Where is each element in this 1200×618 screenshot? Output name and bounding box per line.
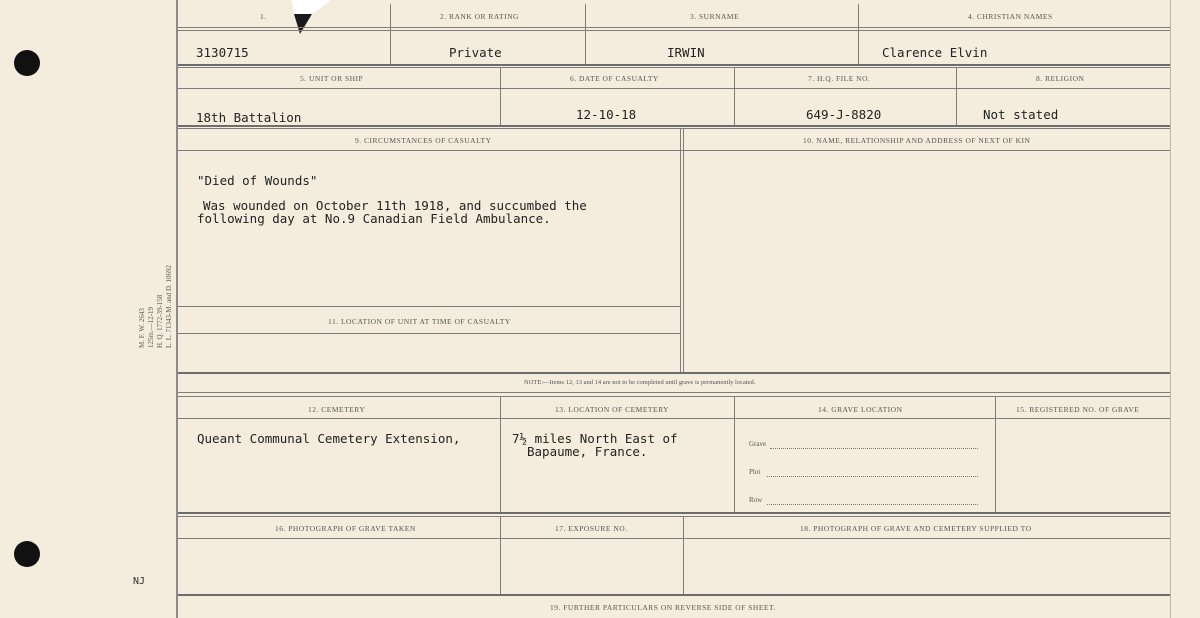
circumstances-line-1: Was wounded on October 11th 1918, and succumbed the <box>203 198 587 213</box>
header-hq-file: 7. H.Q. FILE NO. <box>808 74 871 83</box>
grave-label: Grave <box>749 440 767 448</box>
torn-corner-icon <box>290 0 330 40</box>
value-location-cemetery-2: Bapaume, France. <box>527 444 648 459</box>
value-cemetery: Queant Communal Cemetery Extension, <box>197 431 461 446</box>
header-unit: 5. UNIT OR SHIP <box>300 74 364 83</box>
value-hq-file: 649-J-8820 <box>806 107 882 122</box>
header-registered-no: 15. REGISTERED NO. OF GRAVE <box>1016 405 1140 414</box>
value-location-cemetery-1: 7½ miles North East of <box>512 431 678 446</box>
header-further: 19. FURTHER PARTICULARS ON REVERSE SIDE OF SHEET. <box>550 603 776 612</box>
header-christian-names: 4. CHRISTIAN NAMES <box>968 12 1053 21</box>
row-label: Row <box>749 496 763 504</box>
punch-hole-top <box>14 50 40 76</box>
header-location-cemetery: 13. LOCATION OF CEMETERY <box>555 405 670 414</box>
value-religion: Not stated <box>983 107 1059 122</box>
header-religion: 8. RELIGION <box>1036 74 1085 83</box>
circumstances-title: "Died of Wounds" <box>197 173 318 188</box>
header-grave-location: 14. GRAVE LOCATION <box>818 405 903 414</box>
punch-hole-bottom <box>14 541 40 567</box>
header-date-casualty: 6. DATE OF CASUALTY <box>570 74 659 83</box>
note-text: NOTE:—Items 12, 13 and 14 are not to be completed until grave is permanently located. <box>524 379 756 386</box>
header-surname: 3. SURNAME <box>690 12 740 21</box>
margin-initials: NJ <box>133 576 146 587</box>
value-surname: IRWIN <box>667 45 705 60</box>
header-rank: 2. RANK OR RATING <box>440 12 519 21</box>
value-christian-names: Clarence Elvin <box>882 45 988 60</box>
header-photo-taken: 16. PHOTOGRAPH OF GRAVE TAKEN <box>275 524 416 533</box>
header-cemetery: 12. CEMETERY <box>308 405 366 414</box>
header-next-of-kin: 10. NAME, RELATIONSHIP AND ADDRESS OF NEXT OF KIN <box>803 136 1031 145</box>
value-rank: Private <box>449 45 502 60</box>
value-date-casualty: 12-10-18 <box>576 107 637 122</box>
value-regimental-no: 3130715 <box>196 45 249 60</box>
header-location-unit: 11. LOCATION OF UNIT AT TIME OF CASUALTY <box>328 317 511 326</box>
header-exposure: 17. EXPOSURE NO. <box>555 524 628 533</box>
header-photo-supplied: 18. PHOTOGRAPH OF GRAVE AND CEMETERY SUPPLIED TO <box>800 524 1032 533</box>
circumstances-line-2: following day at No.9 Canadian Field Ambulance. <box>197 211 551 226</box>
plot-label: Plot <box>749 468 761 476</box>
margin-rule <box>176 0 178 618</box>
header-regimental-no: 1. <box>260 12 267 21</box>
margin-print: M. F. W. 2643 125m.—12-19 H. Q. 1772-39-158 L. L. 71343-M. and D. 10692 <box>138 264 173 348</box>
header-circumstances: 9. CIRCUMSTANCES OF CASUALTY <box>355 136 492 145</box>
value-unit: 18th Battalion <box>196 110 302 125</box>
